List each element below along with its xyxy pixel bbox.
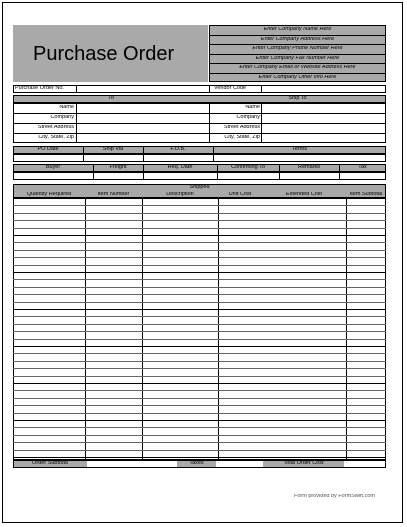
to-field-input[interactable] — [77, 124, 208, 132]
company-line-divider — [209, 63, 386, 64]
item-row-divider — [13, 346, 386, 347]
item-row-divider — [13, 361, 386, 362]
to-label: To — [108, 96, 114, 101]
company-info-line: Enter Company Name Here — [263, 27, 332, 32]
company-line-divider — [209, 35, 386, 36]
company-line-divider — [209, 54, 386, 55]
order-subtotal-label: Order Subtotal — [32, 461, 68, 466]
column-header: Extended Cost — [285, 192, 323, 197]
order-detail-divider — [339, 164, 340, 180]
to-field-label: Street Address — [37, 125, 74, 130]
total-label: Total Order Cost — [283, 461, 324, 466]
company-info-line: Enter Company Email or Website Address Here — [239, 65, 356, 70]
item-row-divider — [13, 390, 386, 391]
order-subtotal-field[interactable] — [87, 461, 177, 467]
ship-to-field-input[interactable] — [262, 124, 385, 132]
to-field-input[interactable] — [77, 104, 208, 112]
address-divider — [76, 103, 77, 143]
column-header: Description — [166, 192, 194, 197]
item-row-divider — [13, 316, 386, 317]
item-row-divider — [13, 420, 386, 421]
page-title: Purchase Order — [33, 43, 175, 65]
item-row-divider — [13, 257, 386, 258]
ship-to-field-input[interactable] — [262, 134, 385, 142]
order-detail-divider — [279, 164, 280, 180]
order-info-label: PO Date — [37, 147, 59, 152]
item-row-divider — [13, 383, 386, 384]
order-info-label: Ship Via — [102, 147, 124, 152]
company-info-line: Enter Company Address Here — [260, 36, 335, 42]
column-header: Item Number — [97, 192, 130, 197]
item-row-divider — [13, 368, 386, 369]
item-row-divider — [13, 309, 386, 310]
item-row-divider — [13, 279, 386, 280]
item-row-divider — [13, 398, 386, 399]
company-line-divider — [209, 44, 386, 45]
order-detail-label: Tax — [358, 165, 367, 170]
taxes-field[interactable] — [216, 461, 263, 467]
to-field-label: City, State, Zip — [38, 135, 74, 140]
company-info-line: Enter Company Other Info Here — [258, 74, 337, 80]
item-row-divider — [13, 353, 386, 354]
ship-to-field-input[interactable] — [262, 114, 385, 122]
ship-to-label: Ship To — [288, 96, 307, 101]
ship-to-field-input[interactable] — [262, 104, 385, 112]
order-detail-divider — [93, 164, 94, 180]
ship-to-field-label: Company — [236, 115, 260, 120]
item-row-divider — [13, 220, 386, 221]
company-line-divider — [209, 73, 386, 74]
po-number-field[interactable] — [77, 86, 209, 92]
order-detail-divider — [217, 164, 218, 180]
ship-to-field-label: Street Address — [223, 125, 260, 130]
column-header: Unit Cost — [228, 192, 252, 197]
to-field-label: Company — [50, 115, 74, 120]
order-detail-divider — [143, 164, 144, 180]
vendor-code-label: Vendor Code — [214, 86, 247, 91]
total-field[interactable] — [344, 461, 385, 467]
item-row-divider — [13, 213, 386, 214]
item-row-divider — [13, 250, 386, 251]
order-info-divider — [213, 146, 214, 162]
item-row-divider — [13, 435, 386, 436]
order-info-row[interactable] — [13, 154, 386, 162]
item-row-divider — [13, 405, 386, 406]
order-info-label: Terms — [292, 147, 307, 152]
form-credit: Form provided by FormSwift.com — [294, 494, 375, 499]
order-detail-label: Buyer — [45, 165, 61, 170]
shipped-label: Shipped — [189, 185, 210, 190]
order-info-divider — [83, 146, 84, 162]
item-row-divider — [13, 265, 386, 266]
item-row-divider — [13, 287, 386, 288]
item-row-divider — [13, 228, 386, 229]
item-row-divider — [13, 242, 386, 243]
item-row-divider — [13, 442, 386, 443]
item-row-divider — [13, 413, 386, 414]
item-row-divider — [13, 339, 386, 340]
item-row-divider — [13, 457, 386, 458]
address-divider — [209, 103, 210, 143]
item-row-divider — [13, 294, 386, 295]
item-row-divider — [13, 427, 386, 428]
order-info-divider — [143, 146, 144, 162]
item-row-divider — [13, 450, 386, 451]
order-info-label: F.O.B. — [170, 147, 186, 152]
order-detail-label: Req. Date — [167, 165, 193, 170]
ship-to-field-label: Name — [245, 105, 260, 110]
item-row-divider — [13, 235, 386, 236]
column-header: Item Subtotal — [349, 192, 383, 197]
company-info-line: Enter Company Phone Number Here — [252, 46, 343, 51]
item-row-divider — [13, 302, 386, 303]
address-divider — [261, 103, 262, 143]
purchase-order-form — [2, 2, 403, 523]
column-header: Quantity Required — [26, 192, 72, 197]
to-field-input[interactable] — [77, 114, 208, 122]
vendor-code-field[interactable] — [262, 86, 385, 92]
item-row-divider — [13, 205, 386, 206]
company-info-line: Enter Company Fax Number Here — [255, 55, 340, 61]
order-detail-label: Remarks — [297, 165, 320, 170]
order-detail-row[interactable] — [13, 172, 386, 180]
ship-to-field-label: City, State, Zip — [224, 135, 260, 140]
item-row-divider — [13, 376, 386, 377]
order-detail-label: Freight — [109, 165, 127, 170]
order-detail-label: Confirming To — [231, 165, 265, 170]
item-row-divider — [13, 331, 386, 332]
to-field-label: Name — [59, 105, 74, 110]
to-field-input[interactable] — [77, 134, 208, 142]
taxes-label: Taxes — [189, 461, 204, 466]
po-number-label: Purchase Order No. — [15, 86, 64, 91]
item-row-divider — [13, 324, 386, 325]
item-row-divider — [13, 272, 386, 273]
